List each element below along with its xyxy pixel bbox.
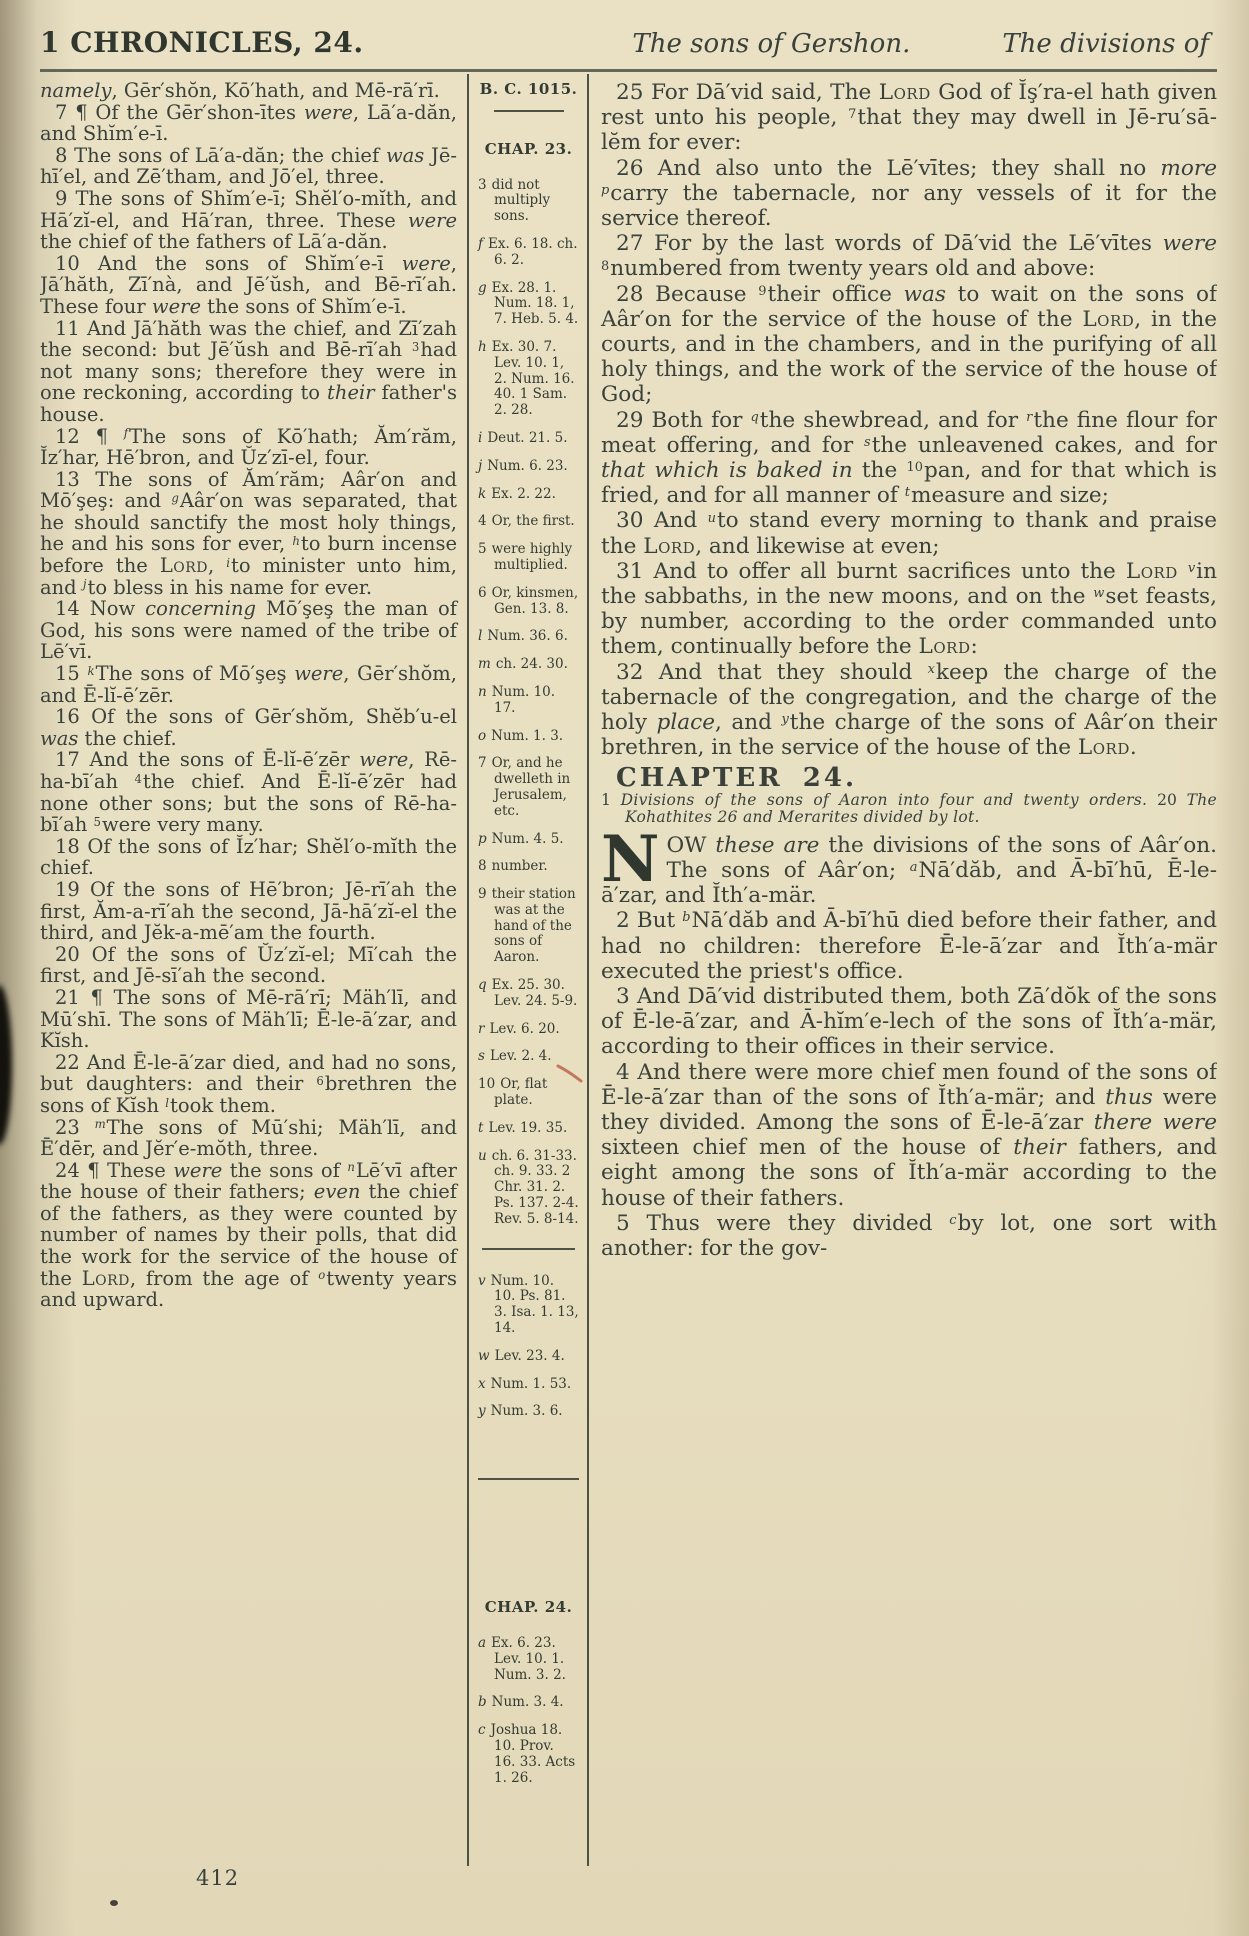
book-chapter-title: 1 CHRONICLES, 24.	[40, 26, 364, 59]
reference-label: a	[478, 1635, 487, 1652]
verse-paragraph: 26 And also unto the Lē′vītes; they shall no more $^p$carry the tabernacle, nor any vessels of it for the service thereof.	[601, 155, 1217, 232]
verse-paragraph: 5 Thus were they divided $^c$by lot, one sort with another: for the gov-	[601, 1210, 1217, 1261]
reference-label: k	[478, 485, 487, 502]
bc-date: B. C. 1015.	[479, 80, 578, 98]
reference-group-divider	[482, 1248, 575, 1250]
reference-label: h	[478, 338, 487, 355]
reference-label: r	[478, 1020, 485, 1037]
cross-reference-entry: w Lev. 23. 4.	[478, 1347, 565, 1364]
cross-reference-entry: j Num. 6. 23.	[478, 457, 568, 474]
cross-reference-entry: c Joshua 18. 10. Prov. 16. 33. Acts 1. 26.	[478, 1722, 576, 1786]
cross-reference-entry: 3 did not multiply sons.	[478, 176, 551, 225]
reference-label: p	[478, 830, 487, 847]
reference-label: i	[478, 429, 483, 446]
verse-paragraph: NOW these are the divisions of the sons of Aâr′on. The sons of Aâr′on; $^a$Nā′dăb, and Ā-bī′hū, Ē-le-ā′zar, and Ĭth′a-mär.	[601, 821, 1217, 909]
verse-paragraph: 18 Of the sons of Ĭz′har; Shĕl′o-mĭth the chief.	[40, 834, 457, 880]
reference-label: j	[478, 457, 483, 474]
verse-paragraph: 20 Of the sons of Ŭz′zĭ-el; Mī′cah the first, and Jē-sī′ah the second.	[40, 942, 457, 988]
reference-label: w	[478, 1347, 490, 1364]
verse-paragraph: 22 And Ē-le-ā′zar died, and had no sons, but daughters: and their $^6$brethren the sons of Kĭsh $^l$took them.	[40, 1050, 457, 1117]
page-number: 412	[196, 1866, 240, 1890]
cross-reference-entry: y Num. 3. 6.	[478, 1403, 563, 1420]
verse-paragraph: 27 For by the last words of Dā′vid the Lē′vītes were $^8$numbered from twenty years old and above:	[601, 231, 1217, 282]
red-ink-mark	[556, 1062, 584, 1084]
verse-paragraph: 14 Now concerning Mō′şeş the man of God, his sons were named of the tribe of Lē′vī.	[40, 597, 457, 664]
cross-reference-entry: 9 their station was at the hand of the sons of Aaron.	[478, 886, 576, 966]
verse-paragraph: 23 $^m$The sons of Mū′shi; Mäh′lī, and Ē′dēr, and Jĕr′e-mŏth, three.	[40, 1115, 457, 1161]
verse-paragraph: 30 And $^u$to stand every morning to thank and praise the Lord, and likewise at even;	[601, 508, 1217, 559]
verse-paragraph: 2 But $^b$Nā′dăb and Ā-bī′hū died before their father, and had no children: therefore Ē-le-ā′zar and Ĭth′a-mär executed the priest's office.	[601, 908, 1217, 984]
cross-reference-entry: k Ex. 2. 22.	[478, 485, 556, 502]
references-list	[478, 139, 579, 1787]
verse-paragraph: 3 And Dā′vid distributed them, both Zā′dŏk of the sons of Ē-le-ā′zar, and Ā-hĭm′e-lech of the sons of Ĭth′a-mär, according to their offices in their service.	[601, 983, 1217, 1060]
verse-paragraph: 9 The sons of Shĭm′e-ī; Shĕl′o-mĭth, and Hā′zĭ-el, and Hā′ran, three. These were the chief of the fathers of Lā′a-dăn.	[40, 186, 457, 254]
reference-label: o	[478, 727, 487, 744]
bc-date-rule	[494, 110, 564, 112]
right-verses-bottom	[601, 821, 1217, 1261]
cross-reference-entry: 5 were highly multiplied.	[478, 541, 573, 573]
reference-label: 9	[478, 886, 487, 903]
verse-paragraph: 17 And the sons of Ē-lĭ-ē′zēr were, Rē-ha-bī′ah $^4$the chief. And Ē-lĭ-ē′zēr had none other sons; but the sons of Rē-ha-bī′ah $^5$were very many.	[40, 748, 457, 837]
drop-cap: N	[601, 821, 660, 897]
reference-label: c	[478, 1722, 486, 1739]
cross-reference-entry: b Num. 3. 4.	[478, 1694, 564, 1711]
chapter-summary: 1 Divisions of the sons of Aaron into four and twenty orders. 20 The Kohathites 26 and Merarites divided by lot.	[601, 790, 1217, 827]
running-head-right: The divisions of	[1002, 29, 1209, 59]
verse-paragraph: 31 And to offer all burnt sacrifices unto the Lord $^v$in the sabbaths, in the new moons, and on the $^w$set feasts, by number, according to the order commanded unto them, continually before the Lord:	[601, 558, 1217, 660]
reference-label: 4	[478, 513, 487, 530]
verse-paragraph: 11 And Jā′hăth was the chief, and Zī′zah the second: but Jē′ŭsh and Bē-rī′ah $^3$had not many sons; therefore they were in one reckoning, according to their father's house.	[40, 316, 458, 426]
right-text-column	[599, 74, 1217, 1866]
header-rule	[40, 69, 1217, 72]
cross-reference-column	[467, 74, 589, 1866]
cross-reference-entry: l Num. 36. 6.	[478, 628, 568, 645]
cross-reference-entry: 6 Or, kinsmen, Gen. 13. 8.	[478, 584, 579, 617]
verse-paragraph: 24 ¶ These were the sons of $^n$Lē′vī after the house of their fathers; even the chief of the fathers, as they were counted by number of names by their polls, that did the work for the service of the house of the Lord, from the age of $^o$twenty years and upward.	[40, 1158, 458, 1312]
verse-paragraph: 28 Because $^9$their office was to wait on the sons of Aâr′on for the service of the house of the Lord, in the courts, and in the chambers, and in the purifying of all holy things, and the work of the service of the house of God;	[601, 281, 1217, 408]
cross-reference-entry: m ch. 24. 30.	[478, 656, 568, 673]
verse-paragraph: 10 And the sons of Shĭm′e-ī were, Jā′hăth, Zī′nà, and Jē′ŭsh, and Bē-rī′ah. These four were the sons of Shĭm′e-ī.	[40, 251, 457, 318]
cross-reference-entry: v Num. 10. 10. Ps. 81. 3. Isa. 1. 13, 14.	[478, 1272, 579, 1337]
verse-paragraph: 4 And there were more chief men found of the sons of Ē-le-ā′zar than of the sons of Ĭth′a-mär; and thus were they divided. Among the sons of Ē-le-ā′zar there were sixteen chief men of the house of their fathers, and eight among the sons of Ĭth′a-mär according to the house of their fathers.	[601, 1059, 1217, 1211]
reference-label: q	[478, 977, 487, 994]
reference-label: x	[478, 1375, 486, 1392]
left-text-column	[40, 74, 457, 1866]
cross-reference-entry: o Num. 1. 3.	[478, 727, 564, 744]
cross-reference-entry: a Ex. 6. 23. Lev. 10. 1. Num. 3. 2.	[478, 1635, 566, 1683]
reference-label: t	[478, 1119, 484, 1136]
reference-label: g	[478, 279, 487, 296]
reference-label: y	[478, 1403, 486, 1420]
cross-reference-entry: i Deut. 21. 5.	[478, 429, 568, 446]
chapter-heading: CHAPTER 24.	[616, 763, 858, 794]
reference-label: b	[478, 1694, 487, 1711]
verse-paragraph: 7 ¶ Of the Gēr′shon-ītes were, Lā′a-dăn, and Shĭm′e-ī.	[40, 100, 457, 146]
page-header	[40, 26, 1217, 59]
cross-reference-entry: n Num. 10. 17.	[478, 683, 556, 716]
cross-reference-entry: h Ex. 30. 7. Lev. 10. 1, 2. Num. 16. 40. 1 Sam. 2. 28.	[478, 338, 575, 419]
cross-reference-entry: 8 number.	[478, 858, 548, 875]
cross-reference-entry: x Num. 1. 53.	[478, 1375, 572, 1392]
reference-label: v	[478, 1272, 486, 1289]
reference-label: 3	[478, 176, 487, 193]
running-head-center: The sons of Gershon.	[632, 29, 911, 59]
cross-reference-entry: t Lev. 19. 35.	[478, 1119, 568, 1136]
verse-paragraph: 12 ¶ $^f$The sons of Kō′hath; Ăm′răm, Ĭz′har, Hē′bron, and Ŭz′zī-el, four.	[40, 424, 457, 470]
reference-label: l	[478, 628, 483, 645]
cross-reference-entry: 7 Or, and he dwelleth in Jerusalem, etc.	[478, 755, 571, 819]
reference-label: 8	[478, 858, 487, 875]
cross-reference-entry: f Ex. 6. 18. ch. 6. 2.	[478, 235, 578, 268]
verse-paragraph: namely, Gēr′shŏn, Kō′hath, and Mē-rā′rī.	[40, 79, 440, 102]
reference-label: n	[478, 683, 487, 700]
reference-label: 5	[478, 541, 487, 558]
verse-paragraph: 21 ¶ The sons of Mē-rā′rī; Mäh′lī, and Mū′shī. The sons of Mäh′lī; Ē-le-ā′zar, and Kĭsh.	[40, 985, 457, 1053]
cross-reference-entry: r Lev. 6. 20.	[478, 1020, 560, 1037]
reference-label: u	[478, 1147, 487, 1164]
verse-paragraph: 25 For Dā′vid said, The Lord God of Ĭş′ra-el hath given rest unto his people, $^7$that they may dwell in Jē-ru′sā-lĕm for ever:	[601, 80, 1217, 156]
cross-reference-entry: p Num. 4. 5.	[478, 830, 564, 847]
cross-reference-entry: 4 Or, the first.	[478, 513, 575, 530]
cross-reference-entry: q Ex. 25. 30. Lev. 24. 5-9.	[478, 977, 578, 1009]
chap-reference-heading: CHAP. 24.	[484, 1598, 573, 1617]
cross-reference-entry: s Lev. 2. 4.	[478, 1048, 552, 1065]
reference-label: m	[478, 656, 491, 673]
reference-label: 10	[478, 1076, 496, 1093]
cross-reference-entry: 10 Or, flat plate.	[478, 1076, 548, 1109]
page-body	[40, 74, 1217, 1866]
section-divider	[478, 1478, 579, 1480]
verse-paragraph: 32 And that they should $^x$keep the charge of the tabernacle of the congregation, and the charge of the holy place, and $^y$the charge of the sons of Aâr′on their brethren, in the service of the house of the Lord.	[601, 659, 1217, 761]
verse-paragraph: 29 Both for $^q$the shewbread, and for $^r$the fine flour for meat offering, and for $^s$the unleavened cakes, and for that which is baked in the $^{10}$pan, and for that which is fried, and for all manner of $^t$measure and size;	[601, 407, 1217, 509]
verse-paragraph: 16 Of the sons of Gēr′shŏm, Shĕb′u-el was the chief.	[40, 705, 457, 750]
verse-paragraph: 8 The sons of Lā′a-dăn; the chief was Jē-hī′el, and Zē′tham, and Jō′el, three.	[40, 143, 457, 189]
chap-reference-heading: CHAP. 23.	[484, 139, 573, 158]
reference-label: 7	[478, 755, 487, 772]
verse-paragraph: 15 $^k$The sons of Mō′şeş were, Gēr′shŏm, and Ē-lĭ-ē′zēr.	[40, 662, 458, 707]
verse-paragraph: 19 Of the sons of Hē′bron; Jē-rī′ah the first, Ăm-a-rī′ah the second, Jā-hā′zĭ-el the third, and Jĕk-a-mē′am the fourth.	[40, 877, 457, 945]
cross-reference-entry: g Ex. 28. 1. Num. 18. 1, 7. Heb. 5. 4.	[478, 279, 579, 328]
ink-speck	[110, 1900, 118, 1906]
chapter-24-block	[601, 763, 1217, 827]
verse-paragraph: 13 The sons of Ăm′răm; Aâr′on and Mō′şeş: and $^g$Aâr′on was separated, that he should sanctify the most holy things, he and his sons for ever, $^h$to burn incense before the Lord, $^i$to minister unto him, and $^j$to bless in his name for ever.	[40, 467, 457, 599]
right-verses-top	[601, 80, 1217, 760]
reference-label: 6	[478, 584, 487, 601]
reference-label: f	[478, 235, 483, 252]
reference-label: s	[478, 1048, 485, 1065]
cross-reference-entry: u ch. 6. 31-33. ch. 9. 33. 2 Chr. 31. 2. Ps. 137. 2-4. Rev. 5. 8-14.	[478, 1147, 579, 1227]
